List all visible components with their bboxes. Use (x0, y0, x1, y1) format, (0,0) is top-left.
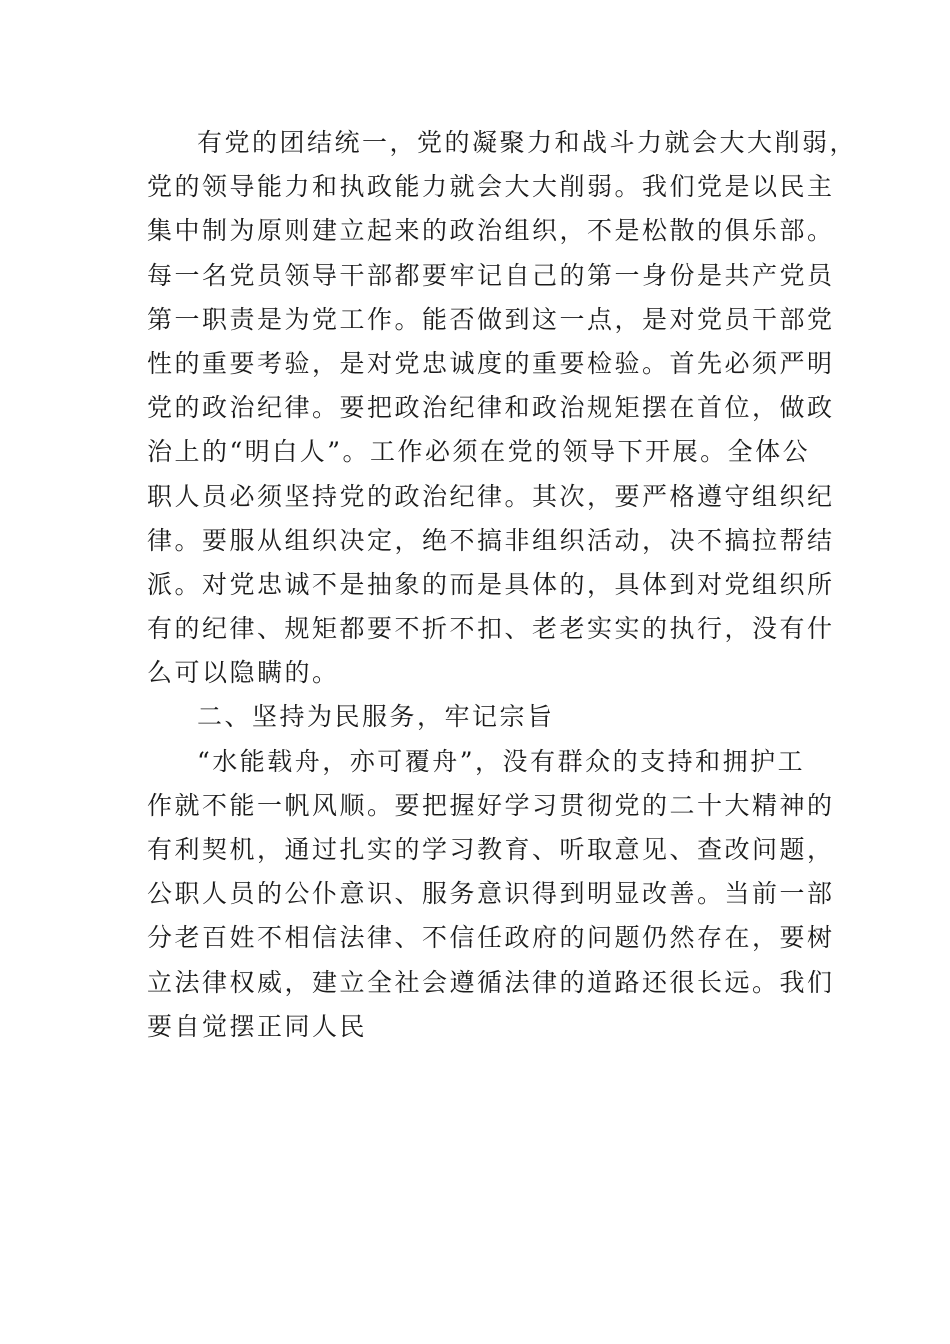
paragraph-line: 有利契机，通过扎实的学习教育、听取意见、查改问题， (147, 835, 835, 864)
paragraph-line: 立法律权威，建立全社会遵循法律的道路还很长远。我们 (147, 967, 835, 997)
paragraph-line: 公职人员的公仆意识、服务意识得到明显改善。当前一部 (147, 879, 835, 909)
paragraph-line: 有党的团结统一，党的凝聚力和战斗力就会大大削弱， (197, 128, 858, 157)
paragraph-line: 性的重要考验，是对党忠诚度的重要检验。首先必须严明 (147, 348, 835, 378)
paragraph-line: 第一职责是为党工作。能否做到这一点，是对党员干部党 (147, 304, 835, 334)
paragraph-line: “水能载舟，亦可覆舟”，没有群众的支持和拥护工 (197, 746, 806, 776)
section-heading: 二、坚持为民服务，牢记宗旨 (197, 702, 555, 732)
paragraph-line: 有的纪律、规矩都要不折不扣、老老实实的执行，没有什 (147, 614, 835, 644)
paragraph-line: 要自觉摆正同人民 (147, 1011, 368, 1041)
paragraph-line: 作就不能一帆风顺。要把握好学习贯彻党的二十大精神的 (147, 790, 835, 820)
paragraph-line: 每一名党员领导干部都要牢记自己的第一身份是共产党员 (147, 260, 835, 290)
paragraph-line: 么可以隐瞒的。 (147, 658, 340, 688)
paragraph-line: 党的领导能力和执政能力就会大大削弱。我们党是以民主 (147, 172, 835, 202)
paragraph-line: 治上的“明白人”。工作必须在党的领导下开展。全体公 (147, 437, 811, 467)
paragraph-line: 律。要服从组织决定，绝不搞非组织活动，决不搞拉帮结 (147, 525, 835, 555)
paragraph-line: 党的政治纪律。要把政治纪律和政治规矩摆在首位，做政 (147, 393, 835, 423)
paragraph-line: 集中制为原则建立起来的政治组织，不是松散的俱乐部。 (147, 216, 835, 246)
body-text (147, 121, 858, 1049)
paragraph-line: 职人员必须坚持党的政治纪律。其次，要严格遵守组织纪 (147, 481, 835, 511)
paragraph-line: 派。对党忠诚不是抽象的而是具体的，具体到对党组织所 (147, 569, 835, 599)
paragraph-line: 分老百姓不相信法律、不信任政府的问题仍然存在，要树 (147, 923, 835, 953)
